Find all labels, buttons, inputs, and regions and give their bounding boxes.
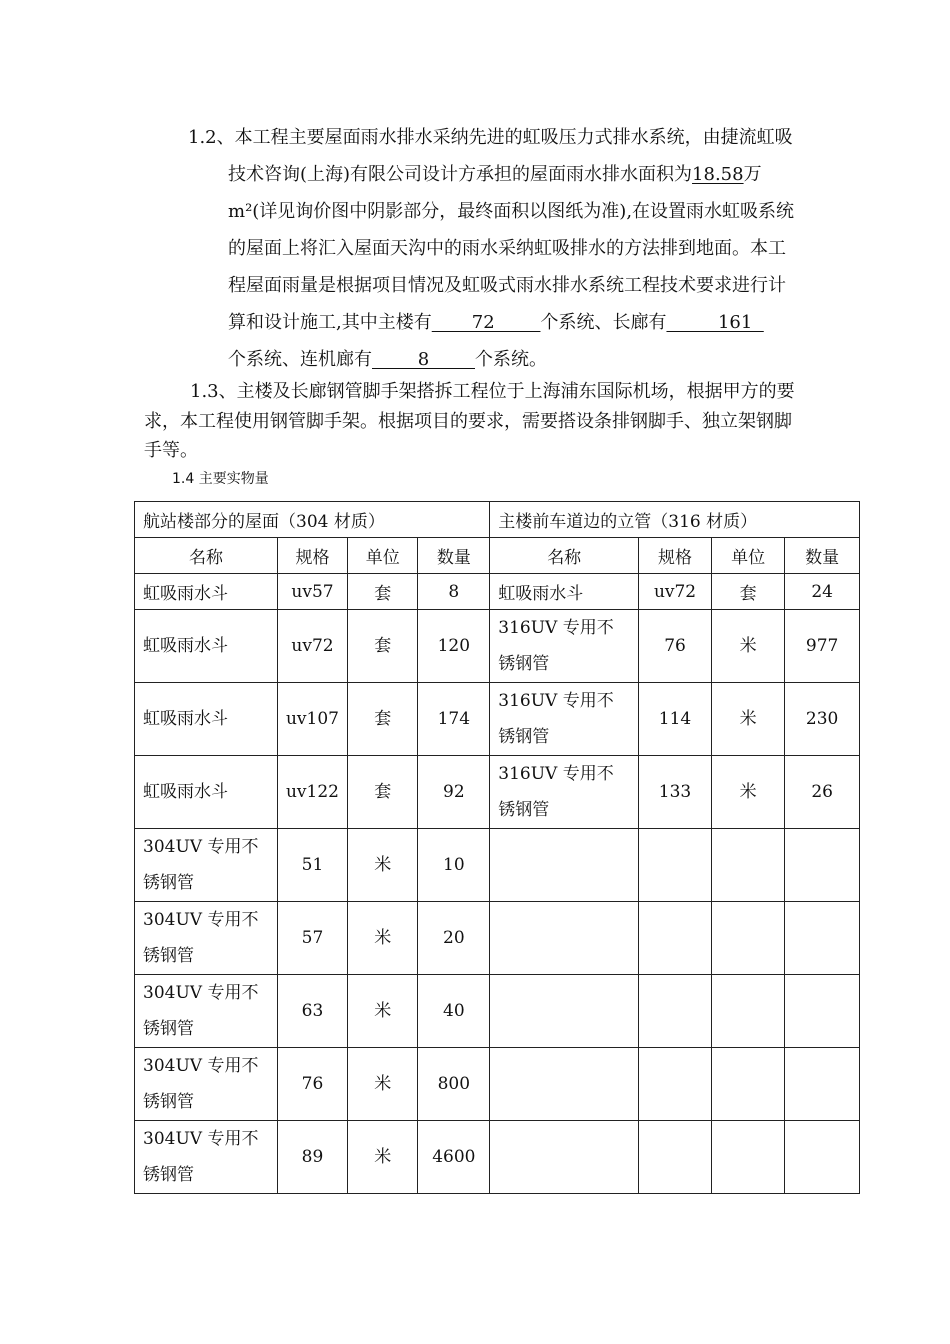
- cell-spec: uv72: [277, 610, 347, 683]
- cell-name: 316UV 专用不锈钢管: [490, 756, 639, 829]
- cell-name: 虹吸雨水斗: [135, 574, 278, 610]
- table-row: [135, 1048, 860, 1121]
- cell-quantity: 92: [418, 756, 490, 829]
- cell-spec: [639, 902, 712, 975]
- cell-spec: 57: [277, 902, 347, 975]
- cell-spec: 51: [277, 829, 347, 902]
- table-row: [135, 975, 860, 1048]
- area-value: 18.58: [692, 164, 744, 185]
- cell-unit: 套: [348, 683, 418, 756]
- main-building-count: 72: [431, 312, 541, 333]
- cell-unit: 米: [348, 902, 418, 975]
- cell-unit: [711, 829, 784, 902]
- cell-spec: 76: [639, 610, 712, 683]
- cell-quantity: [785, 975, 860, 1048]
- header-spec: 规格: [639, 538, 712, 574]
- cell-name: 304UV 专用不锈钢管: [135, 1121, 278, 1194]
- paragraph-1-3-line-2: 求，本工程使用钢管脚手架。根据项目的要求，需要搭设条排钢脚手、独立架钢脚: [144, 411, 792, 432]
- cell-name: 316UV 专用不锈钢管: [490, 683, 639, 756]
- table-row: [135, 902, 860, 975]
- cell-unit: 米: [711, 610, 784, 683]
- cell-spec: 63: [277, 975, 347, 1048]
- cell-unit: 套: [711, 574, 784, 610]
- area-unit: 万: [743, 164, 762, 185]
- table-row: [135, 610, 860, 683]
- cell-quantity: 20: [418, 902, 490, 975]
- cell-name: [490, 1121, 639, 1194]
- cell-spec: 114: [639, 683, 712, 756]
- paragraph-1-2-line-4: 的屋面上将汇入屋面天沟中的雨水采纳虹吸排水的方法排到地面。本工: [228, 238, 786, 259]
- table-row: [135, 1121, 860, 1194]
- paragraph-1-2-line-5: 程屋面雨量是根据项目情况及虹吸式雨水排水系统工程技术要求进行计: [228, 275, 786, 296]
- cell-unit: 米: [348, 975, 418, 1048]
- cell-unit: [711, 902, 784, 975]
- cell-spec: [639, 1121, 712, 1194]
- link-corridor-suffix: 个系统。: [475, 349, 547, 370]
- cell-name: 304UV 专用不锈钢管: [135, 1048, 278, 1121]
- header-unit: 单位: [711, 538, 784, 574]
- cell-quantity: 26: [785, 756, 860, 829]
- cell-name: 虹吸雨水斗: [135, 683, 278, 756]
- cell-quantity: 230: [785, 683, 860, 756]
- cell-name: 304UV 专用不锈钢管: [135, 902, 278, 975]
- cell-name: [490, 902, 639, 975]
- cell-name: [490, 829, 639, 902]
- corridor-prefix: 个系统、长廊有: [540, 312, 667, 333]
- table-header-row: [135, 538, 860, 574]
- paragraph-1-2-line-3: m²(详见询价图中阴影部分，最终面积以图纸为准),在设置雨水虹吸系统: [228, 201, 795, 222]
- cell-quantity: 8: [418, 574, 490, 610]
- cell-quantity: 4600: [418, 1121, 490, 1194]
- cell-spec: [639, 975, 712, 1048]
- section-heading-1-4: 1.4 主要实物量: [172, 471, 269, 487]
- paragraph-1-3-line-1: 1.3、主楼及长廊钢管脚手架搭拆工程位于上海浦东国际机场，根据甲方的要: [190, 381, 795, 402]
- paragraph-1-2-line-6: [228, 304, 764, 341]
- cell-spec: 89: [277, 1121, 347, 1194]
- link-corridor-count: 8: [372, 349, 475, 370]
- paragraph-1-2-line-1: 1.2、本工程主要屋面雨水排水采纳先进的虹吸压力式排水系统，由捷流虹吸: [188, 127, 793, 148]
- header-spec: 规格: [277, 538, 347, 574]
- right-section-title: 主楼前车道边的立管（316 材质）: [490, 502, 860, 538]
- paragraph-1-2-line-7: [228, 341, 547, 378]
- cell-quantity: 977: [785, 610, 860, 683]
- header-name: 名称: [135, 538, 278, 574]
- cell-name: [490, 1048, 639, 1121]
- table-row: [135, 829, 860, 902]
- cell-name: 虹吸雨水斗: [135, 756, 278, 829]
- cell-quantity: [785, 1048, 860, 1121]
- cell-quantity: [785, 902, 860, 975]
- link-corridor-prefix: 个系统、连机廊有: [228, 349, 372, 370]
- cell-name: 304UV 专用不锈钢管: [135, 975, 278, 1048]
- cell-unit: 套: [348, 610, 418, 683]
- cell-quantity: 120: [418, 610, 490, 683]
- cell-unit: 米: [711, 756, 784, 829]
- cell-name: 304UV 专用不锈钢管: [135, 829, 278, 902]
- left-section-title: 航站楼部分的屋面（304 材质）: [135, 502, 490, 538]
- cell-spec: 133: [639, 756, 712, 829]
- table-row: [135, 683, 860, 756]
- cell-spec: [639, 829, 712, 902]
- cell-unit: [711, 1048, 784, 1121]
- paragraph-1-3-line-3: 手等。: [144, 440, 198, 461]
- cell-unit: 套: [348, 756, 418, 829]
- corridor-count: 161: [666, 312, 764, 333]
- cell-quantity: [785, 1121, 860, 1194]
- cell-name: [490, 975, 639, 1048]
- header-name: 名称: [490, 538, 639, 574]
- cell-unit: 米: [348, 829, 418, 902]
- cell-unit: [711, 975, 784, 1048]
- header-quantity: 数量: [785, 538, 860, 574]
- cell-spec: uv72: [639, 574, 712, 610]
- cell-quantity: 40: [418, 975, 490, 1048]
- cell-unit: 米: [711, 683, 784, 756]
- cell-name: 虹吸雨水斗: [135, 610, 278, 683]
- cell-quantity: 174: [418, 683, 490, 756]
- table-row: [135, 756, 860, 829]
- cell-unit: 套: [348, 574, 418, 610]
- quantities-table: [134, 501, 860, 1194]
- cell-spec: 76: [277, 1048, 347, 1121]
- cell-name: 316UV 专用不锈钢管: [490, 610, 639, 683]
- cell-name: 虹吸雨水斗: [490, 574, 639, 610]
- table-title-row: [135, 502, 860, 538]
- paragraph-1-2-line-2: [228, 156, 762, 193]
- cell-spec: [639, 1048, 712, 1121]
- main-building-prefix: 算和设计施工,其中主楼有: [228, 312, 432, 333]
- cell-quantity: 800: [418, 1048, 490, 1121]
- cell-unit: [711, 1121, 784, 1194]
- cell-unit: 米: [348, 1048, 418, 1121]
- cell-quantity: 10: [418, 829, 490, 902]
- cell-spec: uv122: [277, 756, 347, 829]
- cell-spec: uv57: [277, 574, 347, 610]
- header-unit: 单位: [348, 538, 418, 574]
- cell-spec: uv107: [277, 683, 347, 756]
- cell-quantity: [785, 829, 860, 902]
- header-quantity: 数量: [418, 538, 490, 574]
- table-row: [135, 574, 860, 610]
- area-text-prefix: 技术咨询(上海)有限公司设计方承担的屋面雨水排水面积为: [228, 164, 693, 185]
- cell-unit: 米: [348, 1121, 418, 1194]
- cell-quantity: 24: [785, 574, 860, 610]
